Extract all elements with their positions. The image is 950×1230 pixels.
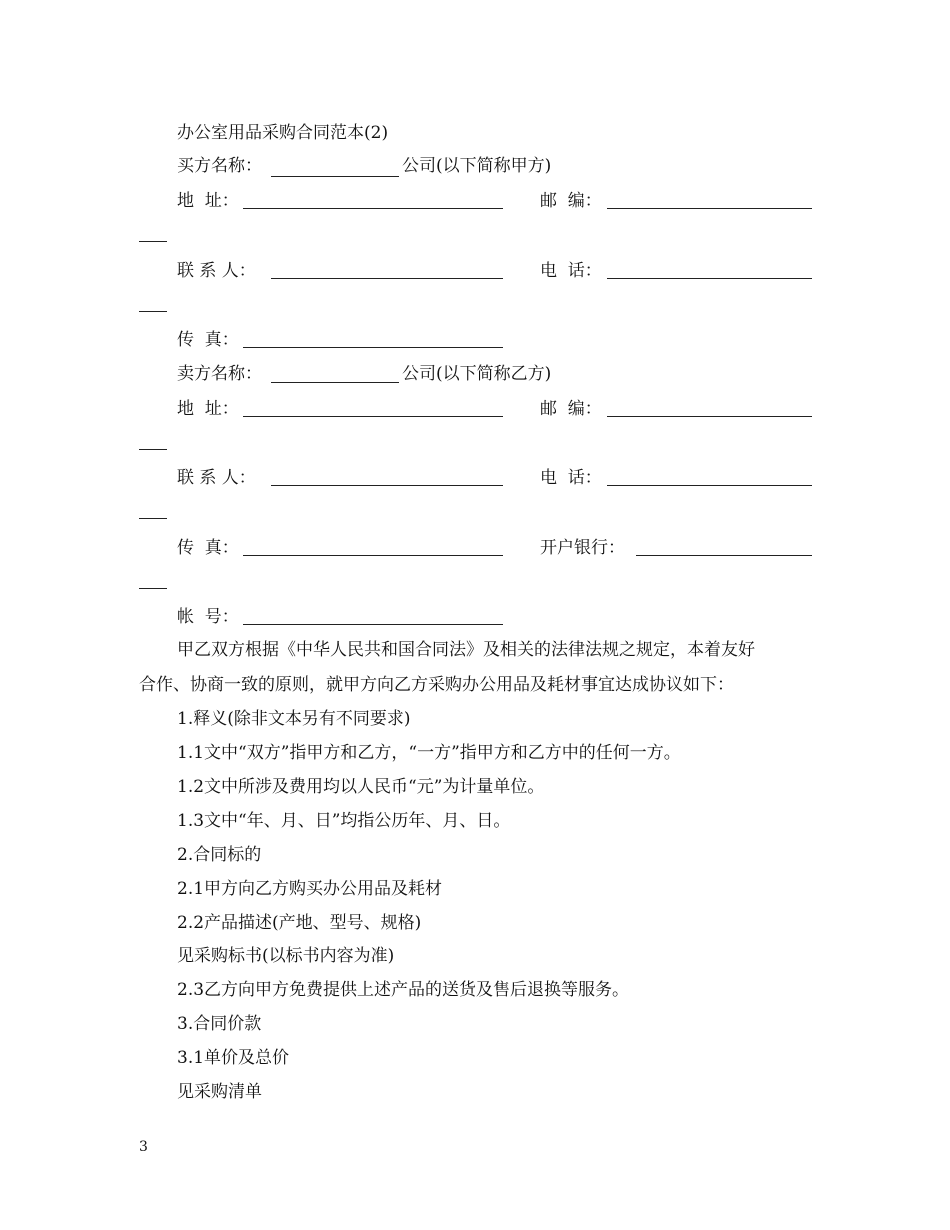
seller-contact-blank [271, 485, 503, 486]
clause-2: 2.合同标的 [177, 845, 262, 865]
buyer-postcode-blank-cont [139, 241, 167, 242]
clause-1: 1.释义(除非文本另有不同要求) [177, 709, 411, 729]
buyer-contact-blank [271, 278, 503, 279]
seller-fax-blank [243, 555, 503, 556]
seller-address-blank [243, 416, 503, 417]
clause-2-2-detail: 见采购标书(以标书内容为准) [177, 946, 395, 966]
clause-2-2: 2.2产品描述(产地、型号、规格) [177, 913, 422, 933]
buyer-postcode-label: 邮 编： [540, 191, 602, 211]
buyer-name-blank [271, 176, 399, 177]
buyer-name-label: 买方名称： [177, 156, 262, 176]
seller-postcode-label: 邮 编： [540, 399, 602, 419]
seller-account-blank [243, 624, 503, 625]
seller-phone-blank-cont [139, 518, 167, 519]
buyer-address-blank [243, 208, 503, 209]
seller-account-label: 帐 号： [177, 607, 239, 627]
page-number: 3 [139, 1139, 148, 1155]
clause-2-3: 2.3乙方向甲方免费提供上述产品的送货及售后退换等服务。 [177, 980, 630, 1000]
buyer-name-suffix: 公司(以下简称甲方) [402, 156, 552, 176]
buyer-phone-blank-cont [139, 311, 167, 312]
buyer-postcode-blank [607, 208, 812, 209]
buyer-address-label: 地 址： [177, 191, 239, 211]
clause-1-1: 1.1文中“双方”指甲方和乙方，“一方”指甲方和乙方中的任何一方。 [177, 743, 681, 763]
clause-3-1: 3.1单价及总价 [177, 1048, 290, 1068]
buyer-fax-blank [243, 347, 503, 348]
document-title: 办公室用品采购合同范本(2) [177, 123, 389, 143]
clause-1-3: 1.3文中“年、月、日”均指公历年、月、日。 [177, 811, 511, 831]
seller-postcode-blank [607, 416, 812, 417]
seller-bank-blank [636, 555, 812, 556]
seller-bank-label: 开户银行： [540, 538, 625, 558]
seller-fax-label: 传 真： [177, 538, 239, 558]
clause-3: 3.合同价款 [177, 1014, 262, 1034]
preamble-line-2: 合作、协商一致的原则，就甲方向乙方采购办公用品及耗材事宜达成协议如下： [139, 675, 734, 695]
seller-name-suffix: 公司(以下简称乙方) [402, 364, 552, 384]
buyer-phone-label: 电 话： [540, 261, 602, 281]
clause-2-1: 2.1甲方向乙方购买办公用品及耗材 [177, 879, 443, 899]
seller-address-label: 地 址： [177, 399, 239, 419]
clause-3-1-detail: 见采购清单 [177, 1082, 262, 1102]
seller-bank-blank-cont [139, 588, 167, 589]
clause-1-2: 1.2文中所涉及费用均以人民币“元”为计量单位。 [177, 777, 545, 797]
seller-phone-label: 电 话： [540, 468, 602, 488]
seller-name-label: 卖方名称： [177, 364, 262, 384]
seller-phone-blank [607, 485, 812, 486]
seller-postcode-blank-cont [139, 449, 167, 450]
preamble-line-1: 甲乙双方根据《中华人民共和国合同法》及相关的法律法规之规定，本着友好 [177, 640, 755, 660]
buyer-contact-label: 联 系 人： [177, 261, 256, 281]
buyer-fax-label: 传 真： [177, 330, 239, 350]
seller-name-blank [271, 382, 399, 383]
buyer-phone-blank [607, 278, 812, 279]
seller-contact-label: 联 系 人： [177, 468, 256, 488]
